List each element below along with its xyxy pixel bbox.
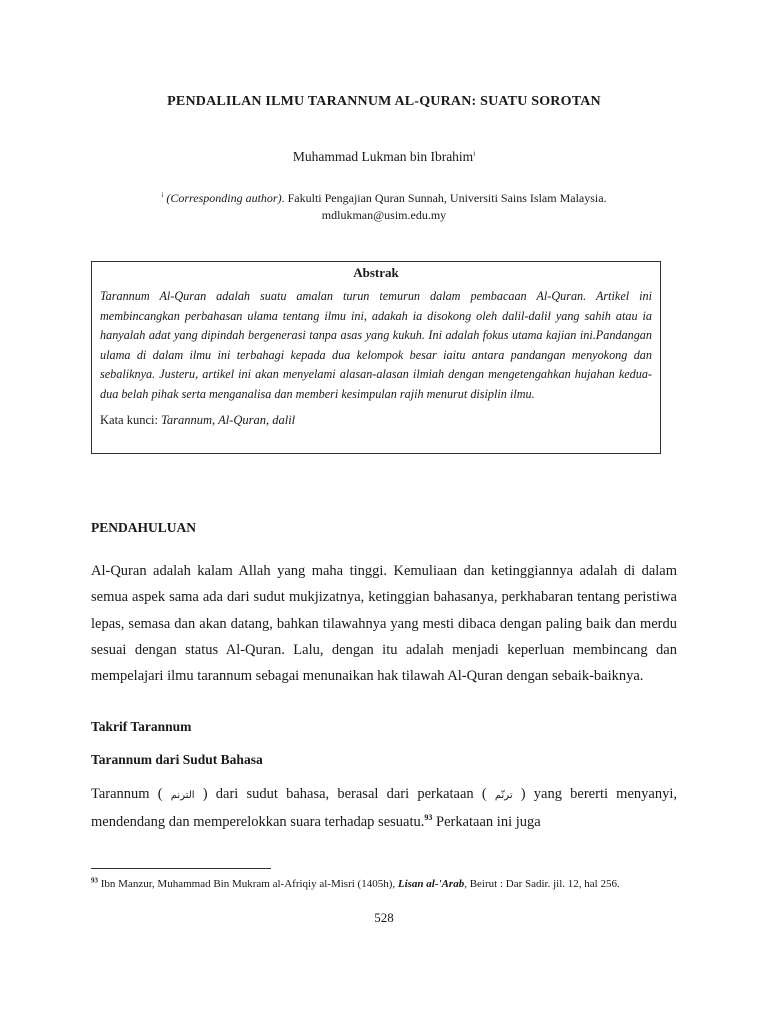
takrif-text-start: Tarannum ( [91,786,171,802]
takrif-paragraph [91,781,677,836]
footnote-reference: 93 [424,813,433,823]
footnote [91,877,681,892]
takrif-text-tail: Perkataan ini juga [432,814,541,831]
abstract-body: Tarannum Al-Quran adalah suatu amalan turun temurun dalam pembacaan Al-Quran. Artikel ini membincangkan perbahasan ulama tentang ilmu ini, adakah ia disokong oleh dalil-dalil yang sahih atau ia hanyalah adat yang dipindah bergenerasi tanpa asas yang kukuh. Ini adalah fokus utama kajian ini.Pandangan ulama di dalam ilmu ini terbahagi kepada dua kelompok besar iaitu antara pandangan menyokong dan sebaliknya. Justeru, artikel ini akan menyelami alasan-alasan ilmiah dengan mengetengahkan hujahan kedua-dua belah pihak serta menganalisa dan memberi kesimpulan rajih menurut disiplin ilmu. [100,289,652,401]
author-name: Muhammad Lukman bin Ibrahim [292,149,474,164]
keywords-label: Kata kunci: [100,413,162,427]
author-email: mdlukman@usim.edu.my [321,208,447,222]
abstract-heading: Abstrak [353,265,399,280]
affiliation-mark: i [161,191,164,199]
footnote-text-before: Ibn Manzur, Muhammad Bin Mukram al-Afriqiy al-Misri (1405h), [98,878,398,890]
page-number: 528 [374,910,394,925]
takrif-text-mid: ) dari sudut bahasa, berasal dari perkataan ( [194,786,495,802]
footnote-text-after: , Beirut : Dar Sadir. jil. 12, hal 256. [464,878,620,890]
affiliation [0,190,768,224]
affiliation-line [0,190,768,207]
keywords-value: Tarannum, Al-Quran, dalil [161,413,296,427]
subsection-heading-bahasa: Tarannum dari Sudut Bahasa [91,752,263,767]
intro-paragraph: Al-Quran adalah kalam Allah yang maha tinggi. Kemuliaan dan ketinggiannya adalah di dalam semua aspek sama ada dari sudut mukjizatnya, ketinggian bahasanya, perkhabaran tentang peristiwa lepas, semasa dan akan datang, bahkan tilawahnya yang mesti dibaca dengan paling baik dan merdu sesuai dengan status Al-Quran. Lalu, dengan itu adalah menjadi keperluan membincang dan mempelajari ilmu tarannum sebagai menunaikan hak tilawah Al-Quran dengan sebaik-baiknya. [91,563,677,685]
author-mark: i [473,149,476,158]
arabic-term-2: ترنّم [494,790,513,801]
footnote-number: 93 [91,876,98,885]
corresponding-author-role: (Corresponding author) [166,191,282,205]
footnote-divider [91,868,271,869]
keywords-line [100,413,652,428]
footnote-source-title: Lisan al-'Arab [397,878,465,890]
section-heading-takrif: Takrif Tarannum [91,719,192,734]
abstract-box [91,261,661,454]
section-heading-pendahuluan: PENDAHULUAN [91,520,197,535]
takrif-text-end: ) yang bererti menyanyi, mendendang dan memperelokkan suara terhadap sesuatu. [91,786,677,831]
affiliation-institution: . Fakulti Pengajian Quran Sunnah, Universiti Sains Islam Malaysia. [281,191,607,205]
paper-title: PENDALILAN ILMU TARANNUM AL-QURAN: SUATU SOROTAN [167,94,601,109]
arabic-term-1: الترنم [170,790,195,801]
author-line [0,149,768,165]
